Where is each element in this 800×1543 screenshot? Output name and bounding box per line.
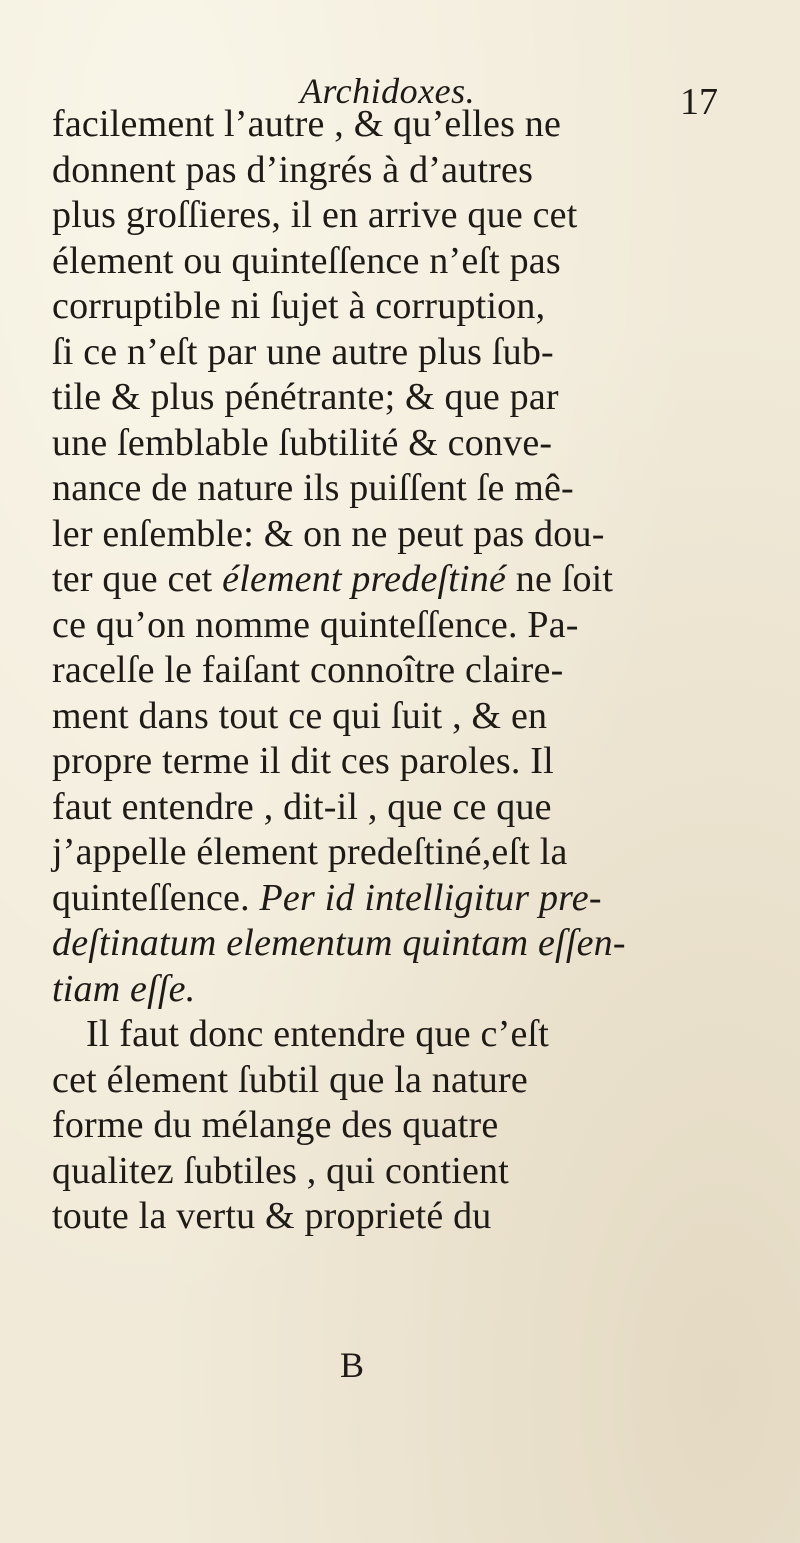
page-number: 17 bbox=[680, 81, 718, 123]
text-line: plus groſſieres, il en arrive que cet bbox=[52, 194, 578, 236]
text-line: ler enſemble: & on ne peut pas dou- bbox=[52, 512, 605, 555]
text-line bbox=[52, 557, 712, 603]
text-segment: quinteſſence. bbox=[52, 876, 250, 919]
signature-mark: B bbox=[340, 1345, 365, 1385]
body-text bbox=[52, 102, 712, 1240]
latin-quote-line: tiam eſſe. bbox=[52, 967, 196, 1010]
text-segment: ne ſoit bbox=[515, 558, 614, 600]
text-line bbox=[52, 876, 712, 922]
text-line: cet élement ſubtil que la nature bbox=[52, 1058, 528, 1101]
italic-term: élement predeſtiné bbox=[222, 558, 507, 600]
text-segment: ter que cet bbox=[52, 558, 213, 600]
text-line: propre terme il dit ces paroles. Il bbox=[52, 740, 554, 782]
text-line: facilement l’autre , & qu’elles ne bbox=[52, 103, 562, 145]
text-line: forme du mélange des quatre bbox=[52, 1104, 499, 1146]
text-line: tile & plus pénétrante; & que par bbox=[52, 376, 559, 418]
text-line: ce qu’on nomme quinteſſence. Pa- bbox=[52, 603, 579, 646]
paragraph-start: Il faut donc entendre que c’eſt bbox=[86, 1013, 550, 1055]
latin-quote: Per id intelligitur pre- bbox=[259, 876, 602, 919]
text-line: élement ou quinteſſence n’eſt pas bbox=[52, 239, 561, 282]
text-line: qualitez ſubtiles , qui contient bbox=[52, 1149, 510, 1192]
text-line: une ſemblable ſubtilité & conve- bbox=[52, 421, 553, 464]
text-line: nance de nature ils puiſſent ſe mê- bbox=[52, 467, 574, 509]
text-line: toute la vertu & proprieté du bbox=[52, 1195, 492, 1237]
text-line: racelſe le faiſant connoître claire- bbox=[52, 649, 564, 691]
text-line: donnent pas d’ingrés à d’autres bbox=[52, 148, 534, 191]
text-line: corruptible ni ſujet à corruption, bbox=[52, 285, 546, 327]
text-line: j’appelle élement predeſtiné,eſt la bbox=[52, 831, 568, 873]
text-line: ſi ce n’eſt par une autre plus ſub- bbox=[52, 330, 554, 373]
text-line: ment dans tout ce qui ſuit , & en bbox=[52, 694, 548, 737]
text-line: faut entendre , dit-il , que ce que bbox=[52, 785, 552, 828]
latin-quote-line: deſtinatum elementum quintam eſſen- bbox=[52, 922, 626, 964]
running-title: Archidoxes. bbox=[300, 71, 476, 111]
